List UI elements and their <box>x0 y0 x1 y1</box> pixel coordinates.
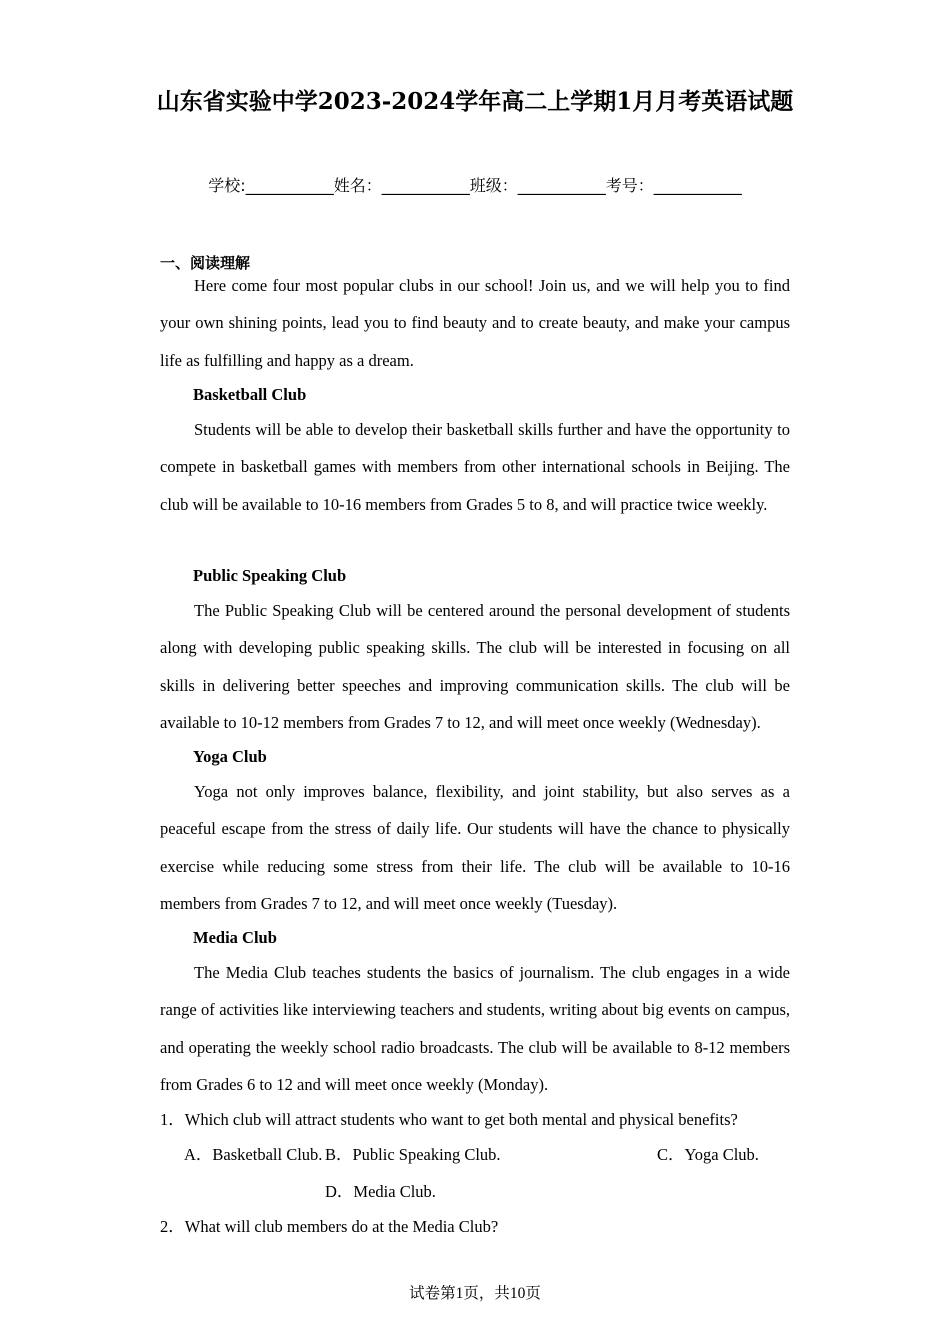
question-1-option-b[interactable]: B．Public Speaking Club. <box>325 1145 501 1164</box>
section-heading: 一、阅读理解 <box>160 254 251 272</box>
intro-paragraph: Here come four most popular clubs in our school! Join us, and we will help you to find your own shining points, lead you to find beauty and to create beauty, and make your campus life as fulfilling and happy as a dream. <box>160 276 790 370</box>
page-title: 山东省实验中学2023-2024学年高二上学期1月月考英语试题 <box>156 88 794 115</box>
club-text-public-speaking: The Public Speaking Club will be centered around the personal development of students along with developing public speaking skills. The club will be interested in focusing on all skills in delivering better speeches and improving communication skills. The club will be available to 10-12 members from Grades 7 to 12, and will meet once weekly (Wednesday). <box>160 601 790 733</box>
question-1-option-c[interactable]: C．Yoga Club. <box>657 1145 759 1164</box>
club-heading-public-speaking: Public Speaking Club <box>193 566 347 585</box>
question-2-stem: 2．What will club members do at the Media Club? <box>160 1217 499 1236</box>
question-1-stem: 1．Which club will attract students who want to get both mental and physical benefits? <box>160 1110 738 1129</box>
club-heading-yoga: Yoga Club <box>193 747 267 766</box>
page-footer: 试卷第1页，共10页 <box>409 1285 541 1302</box>
question-1-option-a[interactable]: A．Basketball Club. <box>184 1145 323 1164</box>
club-heading-media: Media Club <box>193 928 277 947</box>
student-info-line: 学校:___________姓名：___________班级：___________考号：___________ <box>208 176 742 195</box>
question-1-option-d[interactable]: D．Media Club. <box>325 1182 436 1201</box>
club-text-yoga: Yoga not only improves balance, flexibility, and joint stability, but also serves as a peaceful escape from the stress of daily life. Our students will have the chance to physically exercise while reducing some stress from their life. The club will be available to 10-16 members from Grades 7 to 12, and will meet once weekly (Tuesday). <box>160 782 790 914</box>
club-text-basketball: Students will be able to develop their basketball skills further and have the opportunity to compete in basketball games with members from other international schools in Beijing. The club will be available to 10-16 members from Grades 5 to 8, and will practice twice weekly. <box>160 420 790 514</box>
club-heading-basketball: Basketball Club <box>193 385 307 404</box>
club-text-media: The Media Club teaches students the basics of journalism. The club engages in a wide range of activities like interviewing teachers and students, writing about big events on campus, and operating the weekly school radio broadcasts. The club will be available to 8-12 members from Grades 6 to 12 and will meet once weekly (Monday). <box>160 963 790 1095</box>
